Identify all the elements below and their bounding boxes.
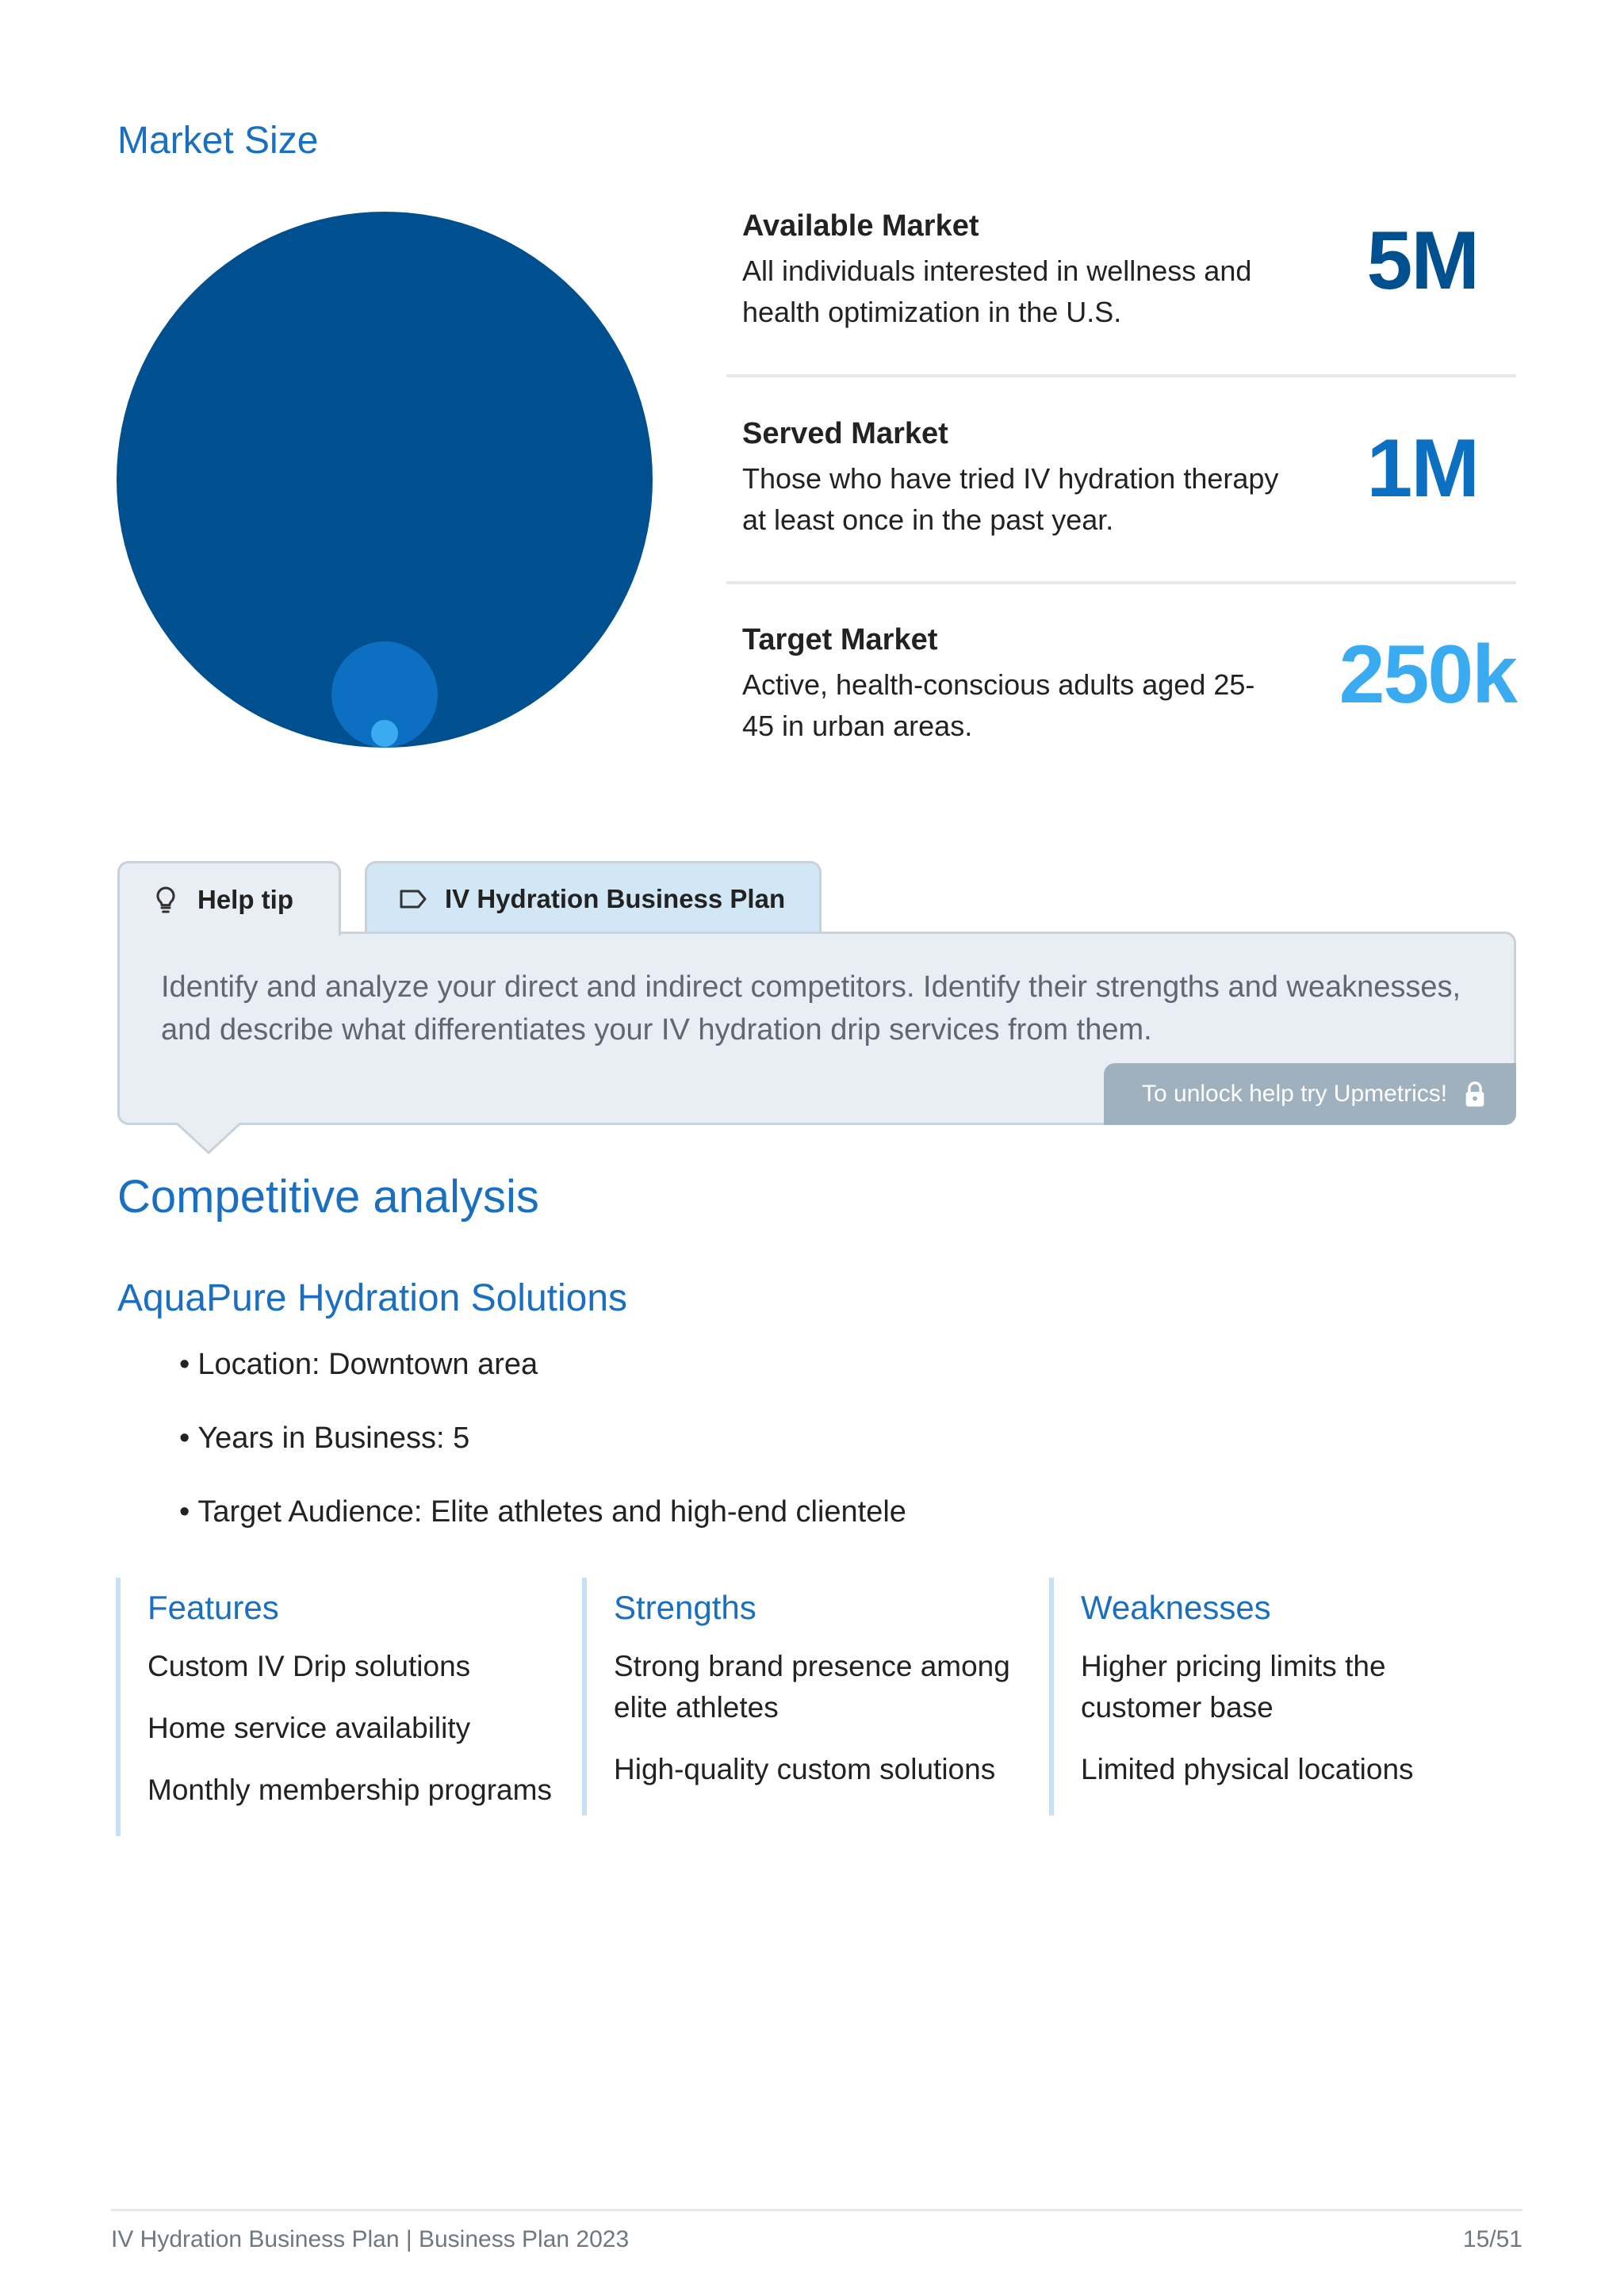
tab-help-tip-label: Help tip — [197, 884, 293, 914]
competitor-name: AquaPure Hydration Solutions — [117, 1277, 628, 1319]
available-market-row — [726, 209, 1516, 415]
list-item: Higher pricing limits the customer base — [1081, 1650, 1386, 1724]
features-heading: Features — [147, 1589, 279, 1626]
competitive-analysis-title: Competitive analysis — [117, 1171, 539, 1223]
target-market-value: 250k — [1339, 629, 1516, 721]
list-item: Limited physical locations — [1081, 1753, 1414, 1785]
lock-icon — [1463, 1081, 1487, 1108]
features-column — [116, 1578, 576, 1836]
tab-business-plan[interactable] — [365, 861, 822, 934]
served-market-description: Those who have tried IV hydration therapy at least once in the past year. — [742, 462, 1279, 536]
list-item: • Location: Downtown area — [179, 1348, 538, 1382]
target-market-label: Target Market — [742, 623, 938, 656]
footer-divider — [111, 2209, 1522, 2211]
available-market-value: 5M — [1366, 215, 1478, 307]
served-market-label: Served Market — [742, 417, 948, 450]
target-market-row — [726, 623, 1516, 829]
list-item: High-quality custom solutions — [614, 1753, 996, 1785]
target-market-circle — [371, 720, 398, 747]
tab-business-plan-label: IV Hydration Business Plan — [445, 883, 786, 913]
available-market-label: Available Market — [742, 209, 979, 243]
available-market-circle — [117, 212, 653, 748]
list-item: • Years in Business: 5 — [179, 1422, 469, 1456]
lightbulb-icon — [150, 884, 182, 916]
list-item: Custom IV Drip solutions — [147, 1650, 471, 1682]
unlock-help-button[interactable] — [1104, 1063, 1516, 1125]
list-item: Strong brand presence among elite athletes — [614, 1650, 1010, 1724]
target-market-description: Active, health-conscious adults aged 25-45 in urban areas. — [742, 668, 1255, 742]
market-divider — [726, 374, 1516, 377]
served-market-row — [726, 417, 1516, 623]
help-tip-pointer — [177, 1123, 240, 1154]
served-market-value: 1M — [1366, 423, 1478, 515]
market-size-title: Market Size — [117, 120, 319, 162]
weaknesses-heading: Weaknesses — [1081, 1589, 1271, 1626]
list-item: • Target Audience: Elite athletes and high-end clientele — [179, 1495, 906, 1529]
list-item: Home service availability — [147, 1712, 471, 1744]
tab-help-tip[interactable] — [117, 861, 341, 936]
available-market-description: All individuals interested in wellness and health optimization in the U.S. — [742, 254, 1252, 328]
strengths-heading: Strengths — [614, 1589, 756, 1626]
served-market-circle — [331, 641, 438, 748]
unlock-help-label: To unlock help try Upmetrics! — [1142, 1081, 1448, 1107]
tag-icon — [397, 883, 429, 915]
help-tip-box — [117, 932, 1516, 1125]
market-divider — [726, 581, 1516, 584]
page-number: 15/51 — [1462, 2226, 1522, 2252]
weaknesses-column — [1049, 1578, 1493, 1816]
strengths-column — [582, 1578, 1026, 1816]
list-item: Monthly membership programs — [147, 1774, 552, 1806]
footer-document-title: IV Hydration Business Plan | Business Plan 2023 — [111, 2226, 630, 2252]
help-tip-text: Identify and analyze your direct and indirect competitors. Identify their strengths and weaknesses, and describe what differentiates your IV hydration drip services from them. — [161, 970, 1461, 1047]
